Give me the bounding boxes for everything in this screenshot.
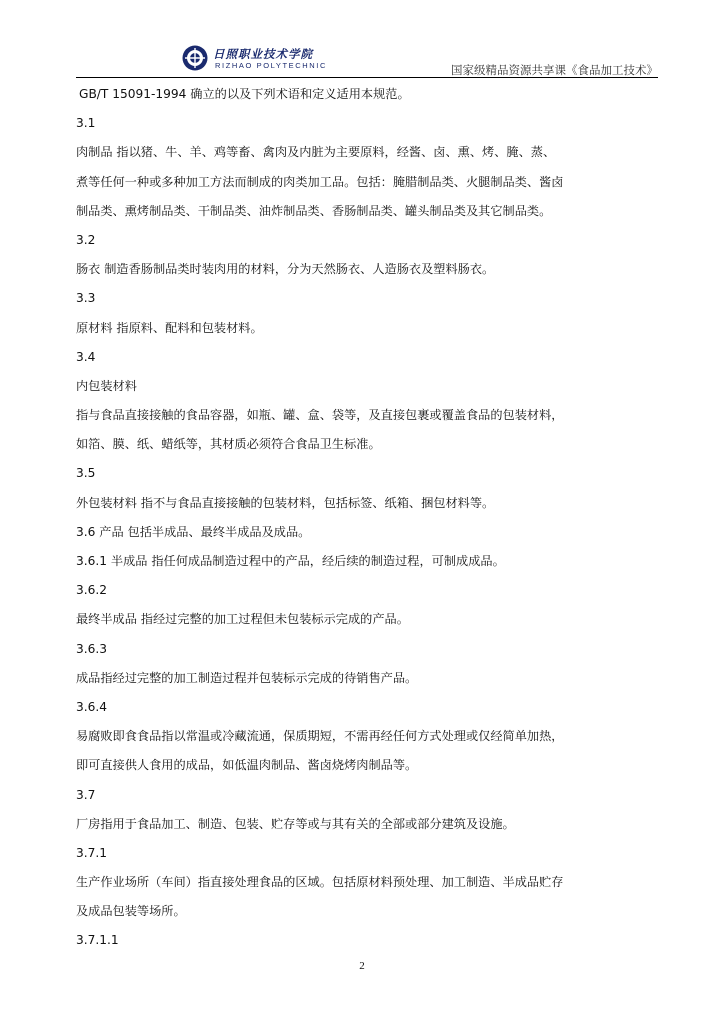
text-line: 厂房指用于食品加工、制造、包装、贮存等或与其有关的全部或部分建筑及设施。 (76, 816, 515, 831)
text-line: 原材料 指原料、配料和包装材料。 (76, 320, 263, 335)
text-line: 如箔、膜、纸、蜡纸等，其材质必须符合食品卫生标准。 (76, 437, 381, 452)
text-line: 煮等任何一种或多种加工方法而制成的肉类加工品。包括：腌腊制品类、火腿制品类、酱卤 (76, 174, 564, 189)
header-rule (76, 77, 658, 78)
page-number: 2 (359, 960, 365, 972)
section-number: 3.7.1.1 (76, 933, 119, 948)
section-number: 3.4 (76, 349, 96, 364)
text-line: 外包装材料 指不与食品直接接触的包装材料，包括标签、纸箱、捆包材料等。 (76, 495, 495, 510)
page-header (76, 40, 658, 78)
text-line: 制品类、熏烤制品类、干制品类、油炸制品类、香肠制品类、罐头制品类及其它制品类。 (76, 203, 552, 218)
text-line: GB/T 15091-1994 确立的以及下列术语和定义适用本规范。 (79, 87, 410, 101)
section-number: 3.3 (76, 291, 96, 306)
section-number: 3.6.3 (76, 641, 108, 656)
logo-english-name: RIZHAO POLYTECHNIC (215, 61, 328, 70)
text-line: 内包装材料 (76, 378, 137, 393)
section-number: 3.7 (76, 787, 96, 802)
text-line: 即可直接供人食用的成品，如低温肉制品、酱卤烧烤肉制品等。 (76, 758, 418, 773)
school-emblem-icon (181, 44, 209, 72)
text-line: 生产作业场所（车间）指直接处理食品的区域。包括原材料预处理、加工制造、半成品贮存 (76, 875, 564, 890)
section-number: 3.2 (76, 232, 96, 247)
document-body (76, 80, 664, 956)
text-line: 最终半成品 指经过完整的加工过程但未包装标示完成的产品。 (76, 612, 409, 627)
text-line: 易腐败即食食品指以常温或冷藏流通，保质期短，不需再经任何方式处理或仅经简单加热， (76, 729, 564, 744)
text-line: 3.6.1 半成品 指任何成品制造过程中的产品，经后续的制造过程，可制成成品。 (76, 554, 505, 568)
text-line: 指与食品直接接触的食品容器，如瓶、罐、盒、袋等，及直接包裹或覆盖食品的包装材料， (76, 408, 564, 423)
text-line: 肠衣 制造香肠制品类时装肉用的材料，分为天然肠衣、人造肠衣及塑料肠衣。 (76, 262, 495, 277)
section-number: 3.1 (76, 116, 96, 131)
logo-chinese-name: 日照职业技术学院 (213, 47, 313, 61)
text-line: 成品指经过完整的加工制造过程并包装标示完成的待销售产品。 (76, 670, 418, 685)
section-number: 3.6.2 (76, 583, 108, 598)
section-number: 3.6.4 (76, 699, 108, 714)
course-title: 国家级精品资源共享课《食品加工技术》 (451, 63, 658, 77)
section-number: 3.7.1 (76, 845, 108, 860)
section-number: 3.5 (76, 466, 96, 481)
text-line: 3.6 产品 包括半成品、最终半成品及成品。 (76, 524, 311, 539)
text-line: 肉制品 指以猪、牛、羊、鸡等畜、禽肉及内脏为主要原料，经酱、卤、熏、烤、腌、蒸、 (76, 145, 556, 160)
text-line: 及成品包装等场所。 (76, 904, 186, 919)
